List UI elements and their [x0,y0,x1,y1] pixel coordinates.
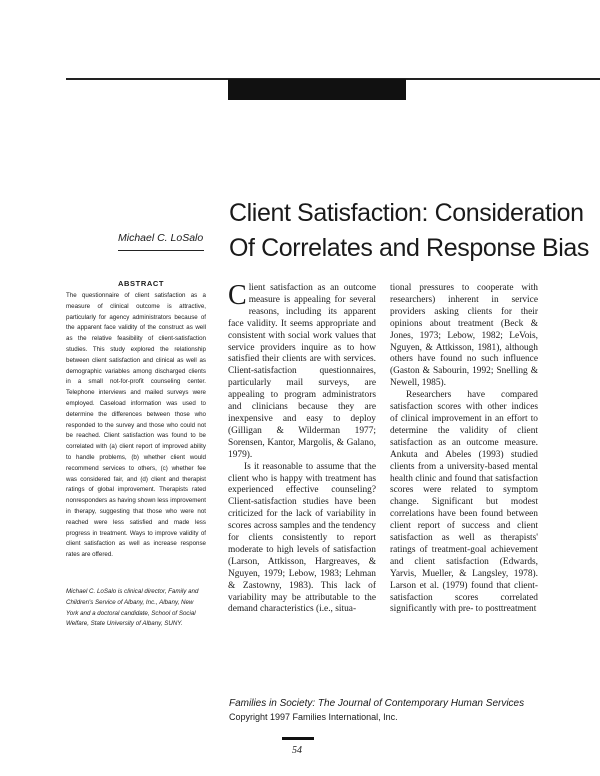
body-column-2 [390,283,538,616]
page-number-bar [282,737,314,740]
author-bio: Michael C. LoSalo is clinical director, Family and Children's Service of Albany, Inc., Albany, New York and a doctoral candidate, School of Social Welfare, State University of Albany, SUNY. [66,588,199,628]
col2-paragraph-2: Researchers have compared satisfaction scores with other indices of clinical improvement in an effort to determine the validity of client satisfaction as an outcome measure. Ankuta and Abeles (1993) studied clients from a university-based mental health clinic and found that satisfaction scores were related to symptom change. Significant but modest correlations have been found between client report of success and client satisfaction as well as therapists' ratings of treatment-goal achievement and client satisfaction (Edwards, Yarvis, Mueller, & Langsley, 1978). Larson et al. (1979) found that client-satisfaction scores correlated significantly with pre- to posttreatment [390,390,538,615]
col1-paragraph-2: Is it reasonable to assume that the client who is happy with treatment has experienced effective counseling? Client-satisfaction studies have been criticized for the lack of variability in scores across samples and the tendency for clients consistently to report moderate to high levels of satisfaction (Larson, Attkisson, Hargreaves, & Nguyen, 1979; Lebow, 1983; Lehman & Zastowny, 1983). This lack of variability may be attributable to the demand characteristics (i.e., situa- [228,461,376,615]
abstract-text: The questionnaire of client satisfaction as a measure of clinical outcome is attractive, particularly for agency administrators because of the apparent face validity of the construct as well as the relative feasibility of client-satisfaction studies. This study explored the relationship between client satisfaction and clinical as well as demographic variables among discharged clients in a small not-for-profit counseling center. Telephone interviews and mailed surveys were employed. Caseload information was used to determine the differences between those who responded to the survey and those who could not be reached. Client satisfaction was found to be correlated with (a) client report of improved ability to handle problems, (b) whether client would recommend services to others, (c) whether fee was considered fair, and (d) client and therapist ratings of global improvement. Therapists rated nonresponders as having shown less improvement in therapy, suggesting that those who were not reached were less satisfied and made less progress in treatment. Ways to improve validity of client satisfaction as well as increase response rates are offered. [66,292,206,559]
abstract-heading: ABSTRACT [118,279,165,288]
col1-paragraph-1-text: lient satisfaction as an outcome measure is appealing for several reasons, including its apparent face validity. It seems appropriate and consistent with social work values that service providers inquire as to how satisfied their clients are with services. Client-satisfaction questionnaires, particularly mail surveys, are appealing to program administrators and clinicians because they are inexpensive and easy to deploy (Gilligan & Wilderman 1977; Sorensen, Kantor, Margolis, & Galano, 1979). [228,283,376,460]
journal-name: Families in Society: The Journal of Contemporary Human Services [229,698,525,709]
author-rule [118,250,204,251]
col1-paragraph-1 [228,280,376,462]
drop-cap: C [228,280,247,311]
article-title-line-1: Client Satisfaction: Consideration [229,199,584,227]
article-title-line-2: Of Correlates and Response Bias [229,234,590,262]
page-number: 54 [292,745,302,756]
body-column-1 [228,280,376,616]
author-name: Michael C. LoSalo [118,232,204,244]
col2-paragraph-1: tional pressures to cooperate with researchers) inherent in service providers asking clients for their opinions about treatment (Beck & Jones, 1973; Lebow, 1982; LeVois, Nguyen, & Attkisson, 1981), although others have found no such influence (Gaston & Sabourin, 1992; Snelling & Newell, 1985). [390,283,538,389]
header-black-bar [228,79,406,100]
copyright-notice: Copyright 1997 Families International, Inc. [229,712,398,722]
